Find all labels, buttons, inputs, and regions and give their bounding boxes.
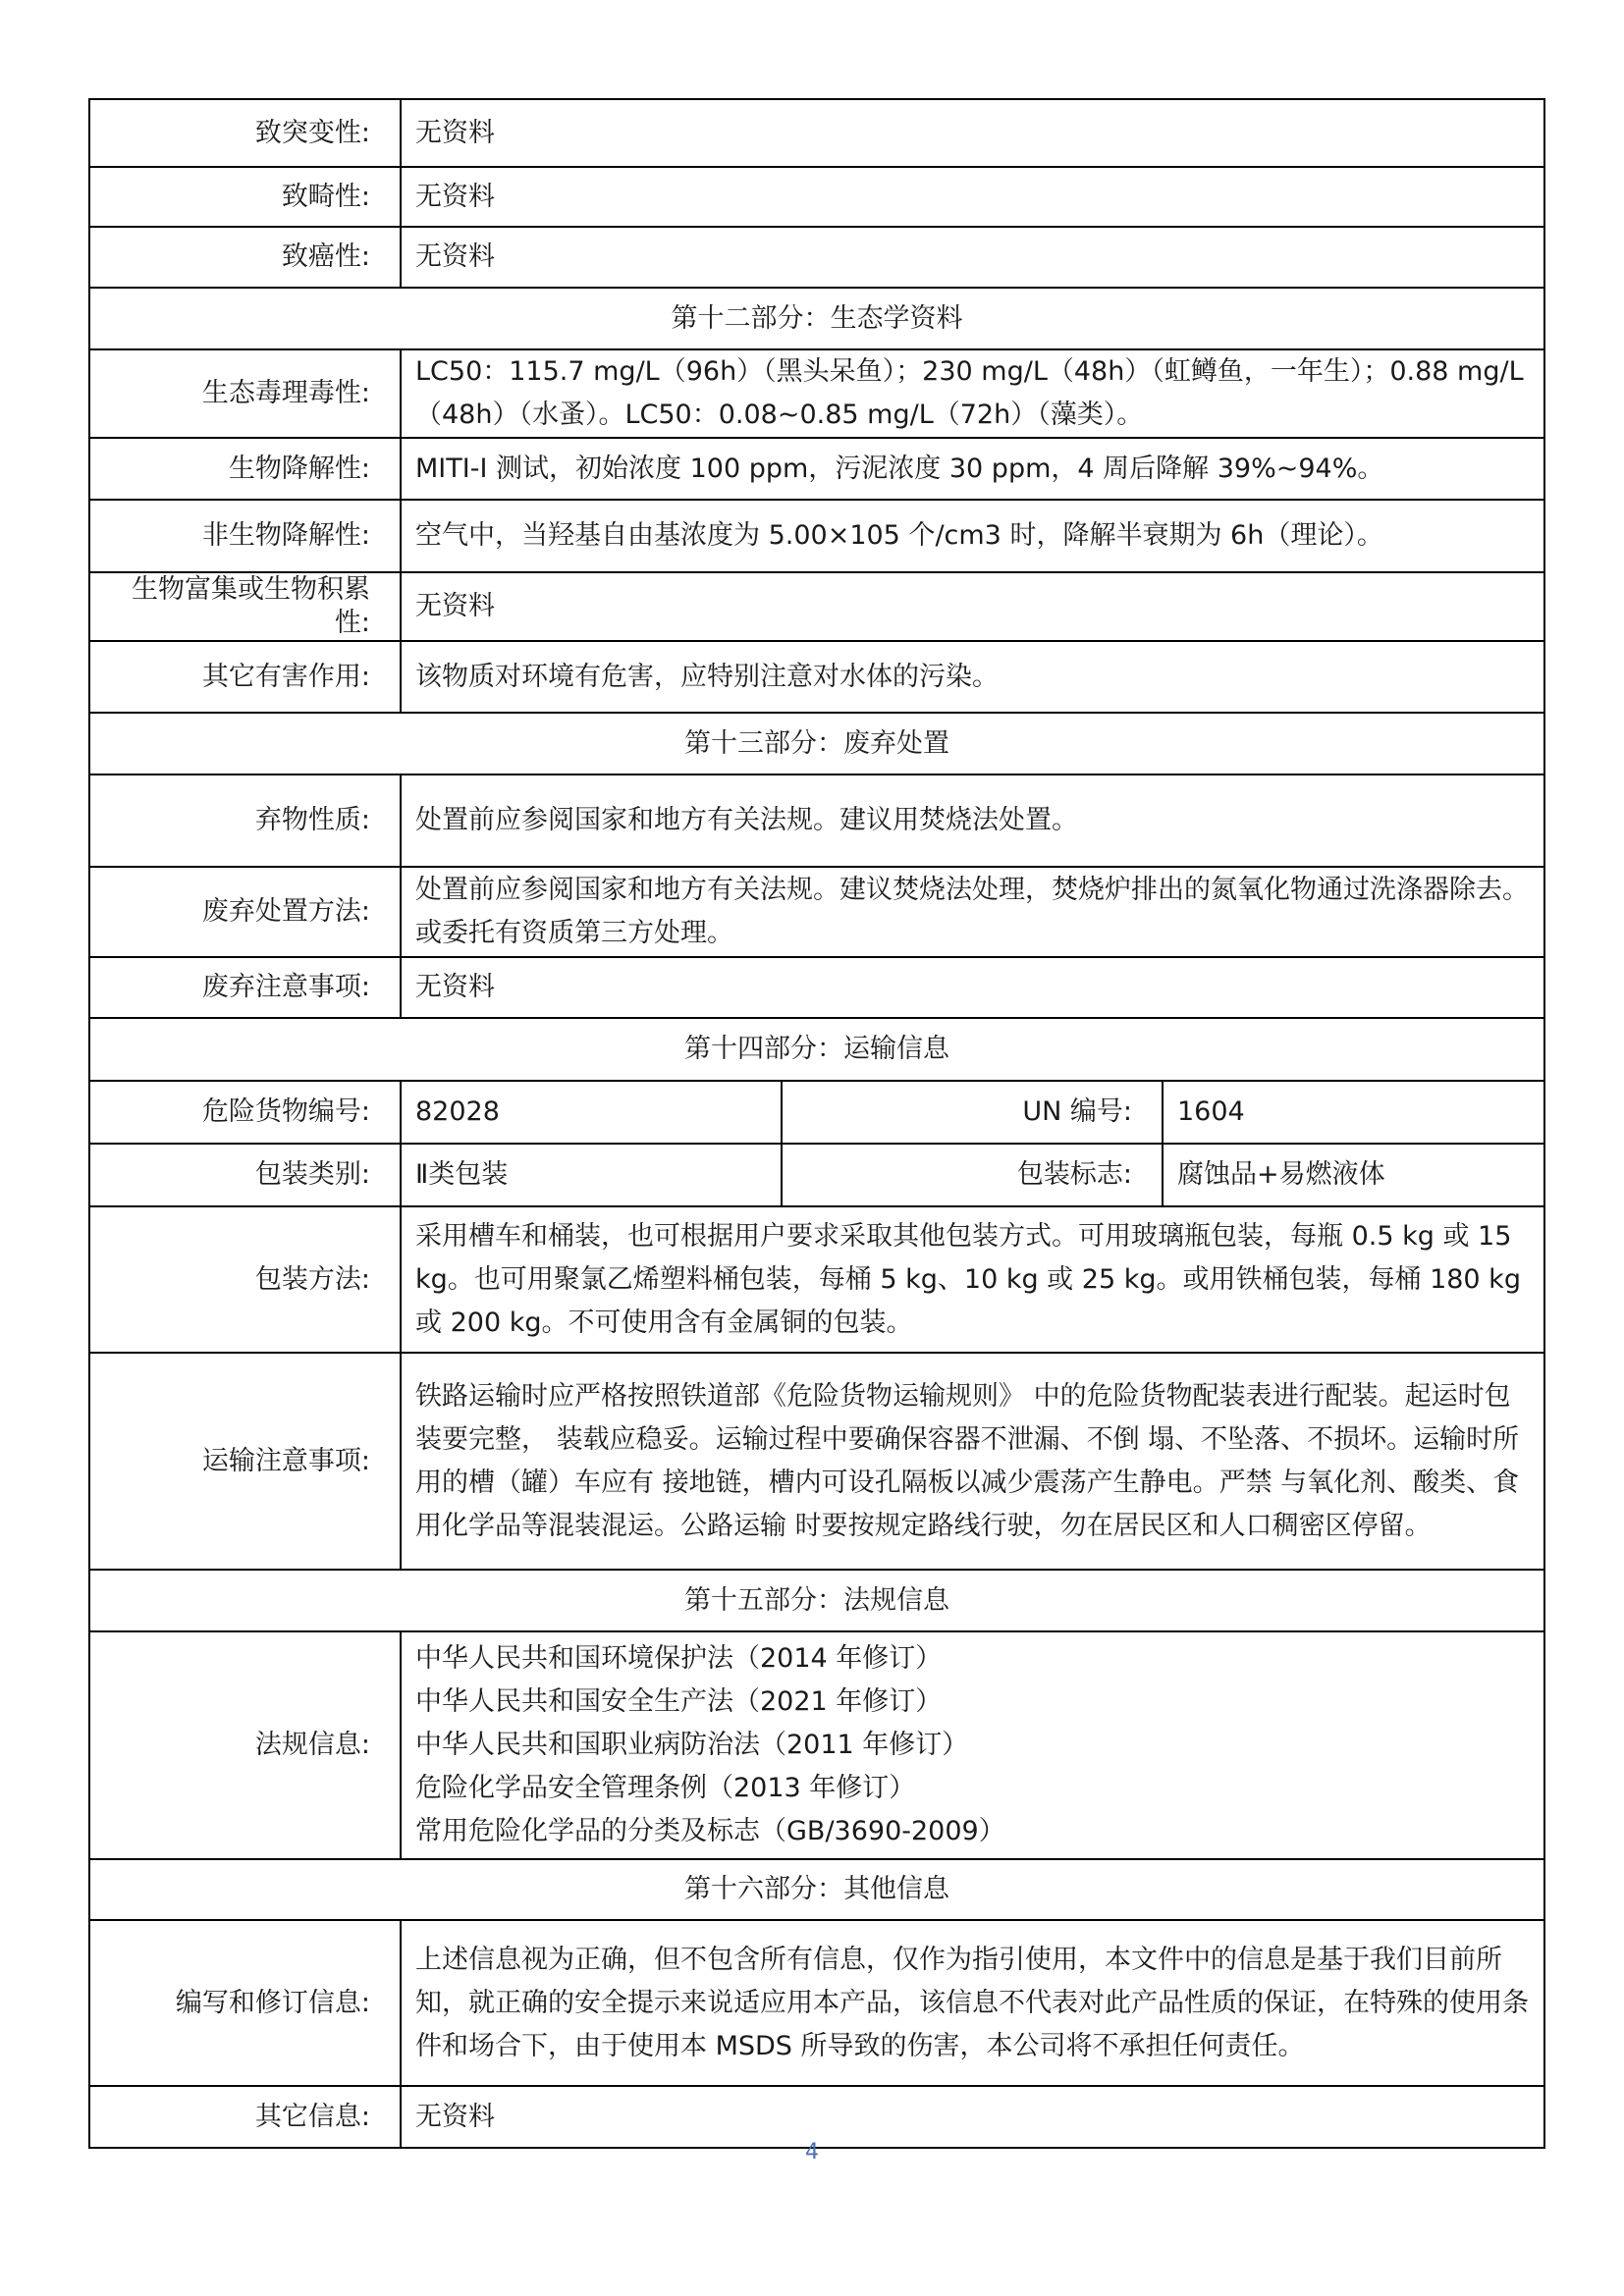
- table-row: [89, 99, 1544, 167]
- table-row: [89, 1206, 1544, 1353]
- dg-number-value: 82028: [401, 1081, 782, 1144]
- table-row: [89, 349, 1544, 438]
- row-value: 处置前应参阅国家和地方有关法规。建议焚烧法处理，焚烧炉排出的氮氧化物通过洗涤器除去。或委托有资质第三方处理。: [401, 867, 1544, 957]
- row-value: MITI-I 测试，初始浓度 100 ppm，污泥浓度 30 ppm，4 周后降解 39%~94%。: [401, 438, 1544, 500]
- transport-notes-value: 铁路运输时应严格按照铁道部《危险货物运输规则》 中的危险货物配装表进行配装。起运时包装要完整， 装载应稳妥。运输过程中要确保容器不泄漏、不倒 塌、不坠落、不损坏。运输时所用的槽（罐）车应有 接地链，槽内可设孔隔板以减少震荡产生静电。严禁 与氧化剂、酸类、食用化学品等混装混运。公路运输 时要按规定路线行驶，勿在居民区和人口稠密区停留。: [401, 1353, 1544, 1570]
- packing-method-value: 采用槽车和桶装，也可根据用户要求采取其他包装方式。可用玻璃瓶包装，每瓶 0.5 kg 或 15 kg。也可用聚氯乙烯塑料桶包装，每桶 5 kg、10 kg 或 25 kg。或用铁桶包装，每桶 180 kg 或 200 kg。不可使用含有金属铜的包装。: [401, 1206, 1544, 1353]
- table-row: [89, 1144, 1544, 1206]
- row-label: 致畸性:: [89, 167, 401, 227]
- row-label: 致癌性:: [89, 227, 401, 288]
- regulation-item: 危险化学品安全管理条例（2013 年修订）: [415, 1773, 916, 1803]
- regulation-label: 法规信息:: [89, 1631, 401, 1859]
- table-row: [89, 1631, 1544, 1859]
- table-row: [89, 1081, 1544, 1144]
- row-label: 其它信息:: [89, 2086, 401, 2148]
- table-row: [89, 167, 1544, 227]
- row-value: 无资料: [401, 572, 1544, 641]
- table-row: [89, 641, 1544, 713]
- section-title: 第十三部分：废弃处置: [89, 713, 1544, 774]
- row-label: 生物降解性:: [89, 438, 401, 500]
- page-number: 4: [805, 2140, 819, 2164]
- section-header-row: [89, 288, 1544, 349]
- row-value: 空气中，当羟基自由基浓度为 5.00×105 个/cm3 时，降解半衰期为 6h（理论）。: [401, 500, 1544, 572]
- dg-number-label: 危险货物编号:: [89, 1081, 401, 1144]
- row-label: 弃物性质:: [89, 774, 401, 867]
- table-row: [89, 1920, 1544, 2086]
- packing-mark-label: 包装标志:: [782, 1144, 1163, 1206]
- packing-mark-value: 腐蚀品+易燃液体: [1163, 1144, 1544, 1206]
- row-label: 生态毒理毒性:: [89, 349, 401, 438]
- section-title: 第十六部分：其他信息: [89, 1859, 1544, 1920]
- section-header-row: [89, 1018, 1544, 1081]
- table-row: [89, 2086, 1544, 2148]
- row-label: 生物富集或生物积累性:: [89, 572, 401, 641]
- row-value: 无资料: [401, 167, 1544, 227]
- section-header-row: [89, 1859, 1544, 1920]
- regulation-item: 中华人民共和国职业病防治法（2011 年修订）: [415, 1730, 969, 1760]
- section-title: 第十四部分：运输信息: [89, 1018, 1544, 1081]
- row-value: 该物质对环境有危害，应特别注意对水体的污染。: [401, 641, 1544, 713]
- row-value: 无资料: [401, 99, 1544, 167]
- table-row: [89, 227, 1544, 288]
- regulation-item: 中华人民共和国环境保护法（2014 年修订）: [415, 1643, 943, 1674]
- un-number-value: 1604: [1163, 1081, 1544, 1144]
- packing-method-label: 包装方法:: [89, 1206, 401, 1353]
- row-value: 无资料: [401, 227, 1544, 288]
- packing-class-value: Ⅱ类包装: [401, 1144, 782, 1206]
- row-label: 其它有害作用:: [89, 641, 401, 713]
- row-value: 上述信息视为正确，但不包含所有信息，仅作为指引使用，本文件中的信息是基于我们目前所知，就正确的安全提示来说适应用本产品，该信息不代表对此产品性质的保证，在特殊的使用条件和场合下，由于使用本 MSDS 所导致的伤害，本公司将不承担任何责任。: [401, 1920, 1544, 2086]
- row-label: 废弃处置方法:: [89, 867, 401, 957]
- msds-table: [88, 98, 1545, 2149]
- row-value: LC50：115.7 mg/L（96h）（黑头呆鱼）；230 mg/L（48h）（虹鳟鱼，一年生）；0.88 mg/L（48h）（水蚤）。LC50：0.08~0.85 mg/L（72h）（藻类）。: [401, 349, 1544, 438]
- packing-class-label: 包装类别:: [89, 1144, 401, 1206]
- table-row: [89, 957, 1544, 1018]
- table-row: [89, 438, 1544, 500]
- row-label: 废弃注意事项:: [89, 957, 401, 1018]
- table-row: [89, 572, 1544, 641]
- table-row: [89, 867, 1544, 957]
- row-value: 无资料: [401, 957, 1544, 1018]
- un-number-label: UN 编号:: [782, 1081, 1163, 1144]
- regulation-list: [401, 1631, 1544, 1859]
- row-label: 致突变性:: [89, 99, 401, 167]
- section-title: 第十五部分：法规信息: [89, 1570, 1544, 1631]
- regulation-item: 常用危险化学品的分类及标志（GB/3690-2009）: [415, 1816, 1005, 1846]
- row-value: 处置前应参阅国家和地方有关法规。建议用焚烧法处置。: [401, 774, 1544, 867]
- row-value: 无资料: [401, 2086, 1544, 2148]
- table-row: [89, 774, 1544, 867]
- row-label: 非生物降解性:: [89, 500, 401, 572]
- section-header-row: [89, 1570, 1544, 1631]
- section-title: 第十二部分：生态学资料: [89, 288, 1544, 349]
- row-label: 编写和修订信息:: [89, 1920, 401, 2086]
- table-row: [89, 500, 1544, 572]
- table-row: [89, 1353, 1544, 1570]
- transport-notes-label: 运输注意事项:: [89, 1353, 401, 1570]
- section-header-row: [89, 713, 1544, 774]
- regulation-item: 中华人民共和国安全生产法（2021 年修订）: [415, 1686, 943, 1717]
